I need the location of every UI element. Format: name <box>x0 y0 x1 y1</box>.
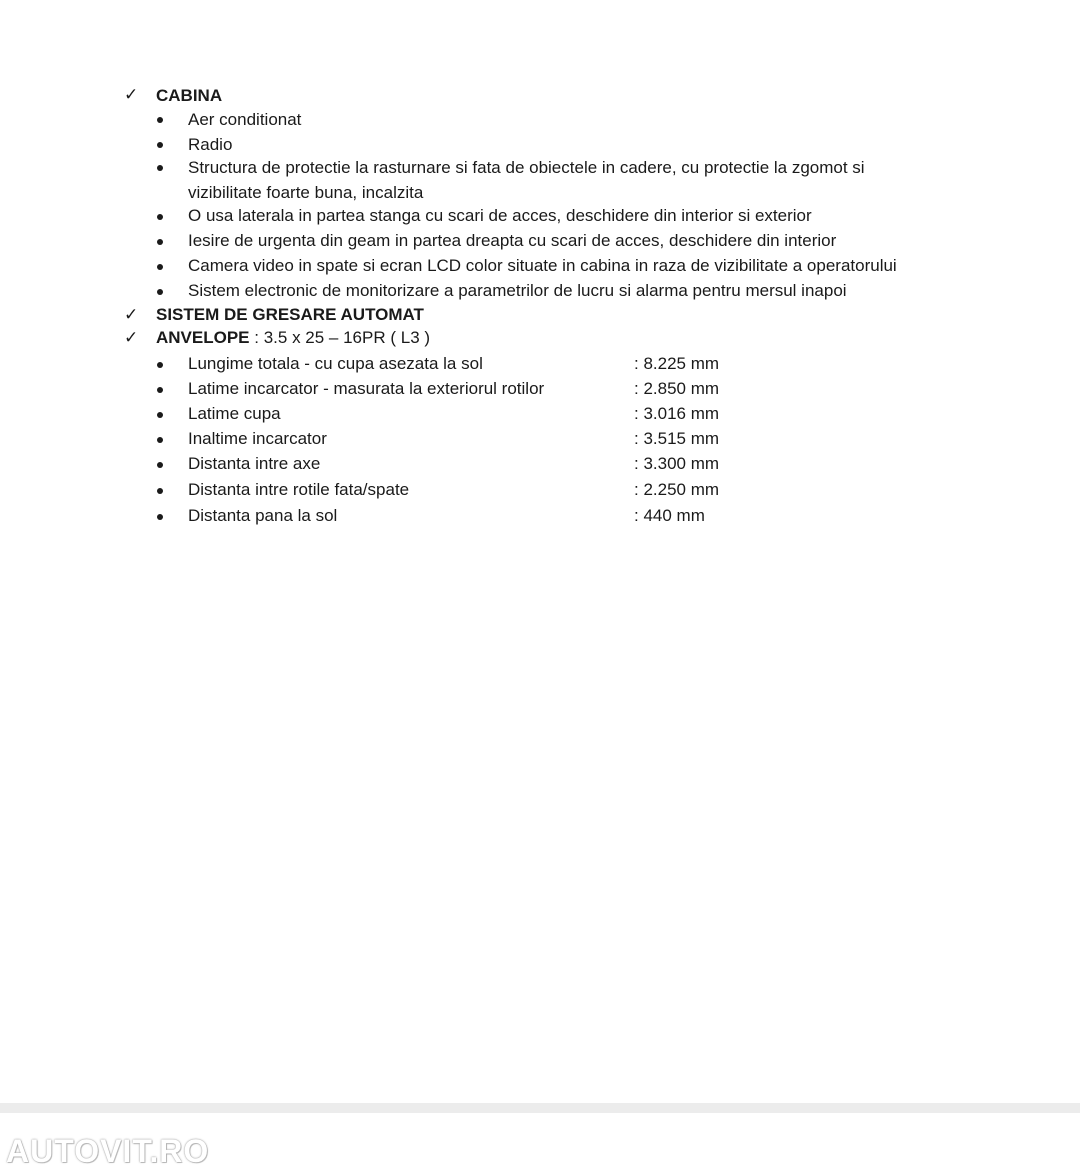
list-item: Sistem electronic de monitorizare a parametrilor de lucru si alarma pentru mersul inapoi <box>188 281 847 300</box>
anvelope-spec: : 3.5 x 25 – 16PR ( L3 ) <box>254 328 431 347</box>
list-item: Structura de protectie la rasturnare si fata de obiectele in cadere, cu protectie la zgomot si <box>188 158 865 177</box>
bullet-icon <box>157 165 163 171</box>
list-item-continuation: vizibilitate foarte buna, incalzita <box>188 183 424 202</box>
page-bottom-band <box>0 1103 1080 1113</box>
dimension-label: Latime cupa <box>188 404 281 423</box>
list-item: Iesire de urgenta din geam in partea dreapta cu scari de acces, deschidere din interior <box>188 231 837 250</box>
section-title-anvelope <box>156 328 430 348</box>
dimension-label: Inaltime incarcator <box>188 429 327 448</box>
bullet-icon <box>157 387 163 393</box>
bullet-icon <box>157 362 163 368</box>
bullet-icon <box>157 488 163 494</box>
list-item: Radio <box>188 135 233 154</box>
dimension-label: Latime incarcator - masurata la exteriorul rotilor <box>188 379 545 398</box>
dimension-value: : 2.250 mm <box>634 480 720 499</box>
dimension-value: : 3.515 mm <box>634 429 720 448</box>
dimension-label: Distanta intre axe <box>188 454 321 473</box>
bullet-icon <box>157 239 163 245</box>
dimension-label: Distanta intre rotile fata/spate <box>188 480 410 499</box>
anvelope-title: ANVELOPE <box>156 328 250 347</box>
bullet-icon <box>157 117 163 123</box>
check-icon: ✓ <box>124 305 139 324</box>
dimension-value: : 3.300 mm <box>634 454 720 473</box>
bullet-icon <box>157 142 163 148</box>
bullet-icon <box>157 289 163 295</box>
dimension-label: Distanta pana la sol <box>188 506 338 525</box>
bullet-icon <box>157 462 163 468</box>
list-item: Aer conditionat <box>188 110 302 129</box>
bullet-icon <box>157 437 163 443</box>
bullet-icon <box>157 214 163 220</box>
bullet-icon <box>157 412 163 418</box>
check-icon: ✓ <box>124 328 139 347</box>
check-icon: ✓ <box>124 85 139 104</box>
list-item: O usa laterala in partea stanga cu scari de acces, deschidere din interior si exterior <box>188 206 812 225</box>
dimension-value: : 440 mm <box>634 506 705 525</box>
dimension-value: : 8.225 mm <box>634 354 720 373</box>
bullet-icon <box>157 514 163 520</box>
section-title-gresare: SISTEM DE GRESARE AUTOMAT <box>156 305 424 324</box>
dimension-label: Lungime totala - cu cupa asezata la sol <box>188 354 483 373</box>
bullet-icon <box>157 264 163 270</box>
section-title-cabina: CABINA <box>156 86 223 105</box>
dimension-value: : 2.850 mm <box>634 379 720 398</box>
dimension-value: : 3.016 mm <box>634 404 720 423</box>
list-item: Camera video in spate si ecran LCD color situate in cabina in raza de vizibilitate a operatorului <box>188 256 897 275</box>
watermark-logo: AUTOVIT.RO <box>6 1133 210 1169</box>
